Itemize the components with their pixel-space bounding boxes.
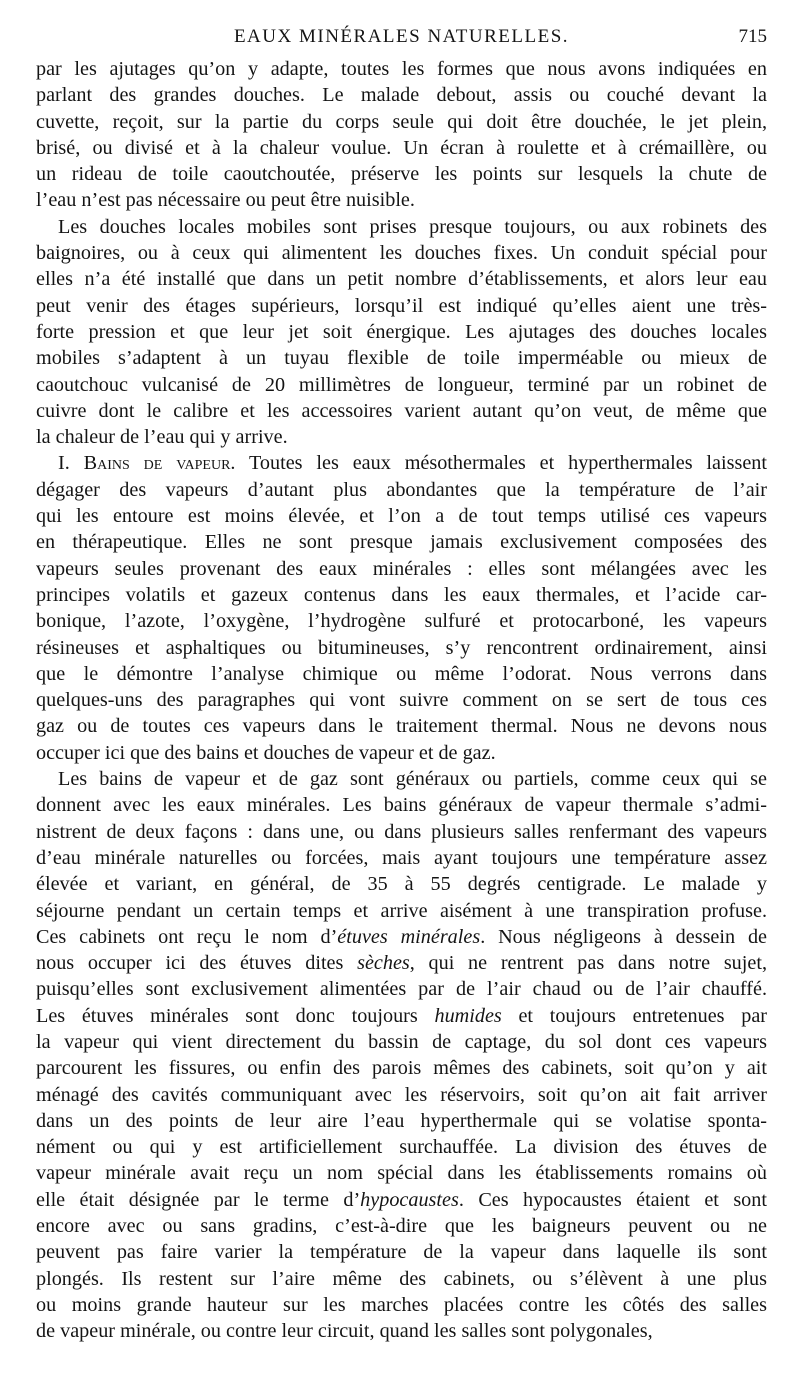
text-line [36, 792, 767, 818]
text-line [36, 450, 767, 476]
page-number: 715 [738, 26, 767, 47]
body-text [36, 56, 767, 1345]
text-line [36, 608, 767, 634]
text-run: l’eau n’est pas nécessaire ou peut être nuisible. [36, 189, 415, 212]
text-run: de vapeur minérale, ou contre leur circuit, quand les salles sont polygonales, [36, 1320, 653, 1343]
text-run: nistrent de deux façons : dans une, ou dans plusieurs salles renfermant des vapeurs [36, 820, 767, 843]
text-line [36, 819, 767, 845]
text-run: nous occuper ici des étuves dites [36, 952, 358, 975]
text-run: brisé, ou divisé et à la chaleur voulue. Un écran à roulette et à crémaillère, ou [36, 136, 767, 159]
text-run: peut venir des étages supérieurs, lorsqu’il est indiqué qu’elles aient une très- [36, 294, 767, 317]
text-run: vapeurs seules provenant des eaux minérales : elles sont mélangées avec les [36, 557, 767, 580]
text-line [36, 924, 767, 950]
text-run: I. [58, 452, 84, 475]
text-line [36, 1134, 767, 1160]
text-run: elles n’a été installé que dans un petit nombre d’établissements, et alors leur eau [36, 268, 767, 291]
running-title: EAUX MINÉRALES NATURELLES. [233, 26, 570, 47]
text-line [36, 582, 767, 608]
text-run: baignoires, ou à ceux qui alimentent les douches fixes. Un conduit spécial pour [36, 242, 767, 265]
text-line [36, 109, 767, 135]
text-line [36, 161, 767, 187]
text-line [36, 1239, 767, 1265]
section-heading: Bains de vapeur. [83, 452, 236, 475]
text-run: séjourne pendant un certain temps et arrive aisément à une transpiration profuse. [36, 899, 767, 922]
text-run: qui les entoure est moins élevée, et l’on a de tout temps utilisé ces vapeurs [36, 505, 767, 528]
text-line [36, 1108, 767, 1134]
text-line [36, 1187, 767, 1213]
text-run: dans un des points de leur aire l’eau hyperthermale qui se volatise sponta- [36, 1109, 767, 1132]
text-line [36, 135, 767, 161]
text-line [36, 950, 767, 976]
italic-term: humides [434, 1004, 502, 1027]
text-line [36, 1292, 767, 1318]
text-run: puisqu’elles sont exclusivement alimentées par de l’air chaud ou de l’air chauffé. [36, 978, 767, 1001]
text-run: parlant des grandes douches. Le malade debout, assis ou couché devant la [36, 84, 767, 107]
text-run: gaz ou de toutes ces vapeurs dans le traitement thermal. Nous ne devons nous [36, 715, 767, 738]
text-run: plongés. Ils restent sur l’aire même des cabinets, ou s’élèvent à une plus [36, 1267, 767, 1290]
text-line [36, 1029, 767, 1055]
text-run: Toutes les eaux mésothermales et hyperthermales laissent [235, 452, 767, 475]
paragraph [36, 56, 767, 214]
text-line [36, 240, 767, 266]
italic-term: sèches [357, 952, 410, 975]
text-line [36, 529, 767, 555]
text-run: cuivre dont le calibre et les accessoires varient autant qu’on veut, de même que [36, 399, 767, 422]
text-line [36, 187, 767, 213]
text-run: . Nous négligeons à dessein de [480, 925, 767, 948]
text-line [36, 766, 767, 792]
text-line [36, 319, 767, 345]
text-line [36, 398, 767, 424]
text-line [36, 740, 767, 766]
text-run: mobiles s’adaptent à un tuyau flexible de toile imperméable ou mieux de [36, 347, 767, 370]
text-line [36, 635, 767, 661]
text-line [36, 345, 767, 371]
text-run: quelques-uns des paragraphes qui vont suivre comment on se sert de tous ces [36, 689, 767, 712]
text-line [36, 424, 767, 450]
text-line [36, 82, 767, 108]
text-line [36, 556, 767, 582]
text-line [36, 1318, 767, 1344]
running-head [36, 24, 767, 56]
text-run: , qui ne rentrent pas dans notre sujet, [409, 952, 767, 975]
text-line [36, 1213, 767, 1239]
text-run: élevée et variant, en général, de 35 à 55 degrés centigrade. Le malade y [36, 873, 767, 896]
text-run: Les étuves minérales sont donc toujours [36, 1004, 435, 1027]
text-run: vapeur minérale avait reçu un nom spécial dans les établissements romains où [36, 1162, 767, 1185]
text-run: résineuses et asphaltiques ou bitumineuses, s’y rencontrent ordinairement, ainsi [36, 636, 767, 659]
text-line [36, 687, 767, 713]
text-line [36, 214, 767, 240]
text-run: elle était désignée par le terme d’ [36, 1188, 361, 1211]
text-run: d’eau minérale naturelles ou forcées, mais ayant toujours une température assez [36, 846, 767, 869]
text-run: un rideau de toile caoutchoutée, préserve les points sur lesquels la chute de [36, 163, 767, 186]
paragraph [36, 450, 767, 766]
text-run: principes volatils et gazeux contenus dans les eaux thermales, et l’acide car- [36, 583, 767, 606]
text-run: parcourent les fissures, ou enfin des parois mêmes des cabinets, soit qu’on y ait [36, 1057, 767, 1080]
text-run: caoutchouc vulcanisé de 20 millimètres de longueur, terminé par un robinet de [36, 373, 767, 396]
text-line [36, 871, 767, 897]
text-run: en thérapeutique. Elles ne sont presque jamais exclusivement composées des [36, 531, 767, 554]
text-run: cuvette, reçoit, sur la partie du corps seule qui doit être douchée, le jet plein, [36, 110, 767, 133]
paragraph [36, 766, 767, 1345]
text-run: ou moins grande hauteur sur les marches placées contre les côtés des salles [36, 1293, 767, 1316]
text-run: la vapeur qui vient directement du bassin de captage, du sol dont ces vapeurs [36, 1030, 767, 1053]
text-line [36, 661, 767, 687]
text-run: la chaleur de l’eau qui y arrive. [36, 426, 288, 449]
text-line [36, 1003, 767, 1029]
text-run: occuper ici que des bains et douches de vapeur et de gaz. [36, 741, 496, 764]
text-run: Ces cabinets ont reçu le nom d’ [36, 925, 338, 948]
italic-term: étuves minérales [337, 925, 481, 948]
text-line [36, 293, 767, 319]
text-line [36, 845, 767, 871]
text-run: forte pression et que leur jet soit énergique. Les ajutages des douches locales [36, 320, 767, 343]
text-run: donnent avec les eaux minérales. Les bains généraux de vapeur thermale s’admi- [36, 794, 767, 817]
text-line [36, 372, 767, 398]
text-line [36, 713, 767, 739]
text-line [36, 1082, 767, 1108]
text-line [36, 1266, 767, 1292]
text-run: bonique, l’azote, l’oxygène, l’hydrogène sulfuré et protocarboné, les vapeurs [36, 610, 767, 633]
text-run: Les bains de vapeur et de gaz sont généraux ou partiels, comme ceux qui se [58, 768, 767, 791]
text-line [36, 1055, 767, 1081]
text-line [36, 266, 767, 292]
italic-term: hypocaustes [360, 1188, 459, 1211]
text-line [36, 56, 767, 82]
text-line [36, 503, 767, 529]
text-run: que le démontre l’analyse chimique ou même l’odorat. Nous verrons dans [36, 662, 767, 685]
text-line [36, 898, 767, 924]
book-page [36, 24, 767, 1374]
text-run: encore avec ou sans gradins, c’est-à-dire que les baigneurs peuvent ou ne [36, 1215, 767, 1238]
text-line [36, 477, 767, 503]
text-run: par les ajutages qu’on y adapte, toutes les formes que nous avons indiquées en [36, 58, 767, 80]
text-run: ménagé des cavités communiquant avec les réservoirs, soit qu’on ait fait arriver [36, 1083, 767, 1106]
text-run: nément ou qui y est artificiellement surchauffée. La division des étuves de [36, 1136, 767, 1159]
text-run: Les douches locales mobiles sont prises presque toujours, ou aux robinets des [58, 215, 767, 238]
text-run: dégager des vapeurs d’autant plus abondantes que la température de l’air [36, 478, 767, 501]
text-line [36, 976, 767, 1002]
text-run: et toujours entretenues par [501, 1004, 767, 1027]
text-line [36, 1160, 767, 1186]
paragraph [36, 214, 767, 451]
text-run: peuvent pas faire varier la température de la vapeur dans laquelle ils sont [36, 1241, 767, 1264]
text-run: . Ces hypocaustes étaient et sont [458, 1188, 767, 1211]
